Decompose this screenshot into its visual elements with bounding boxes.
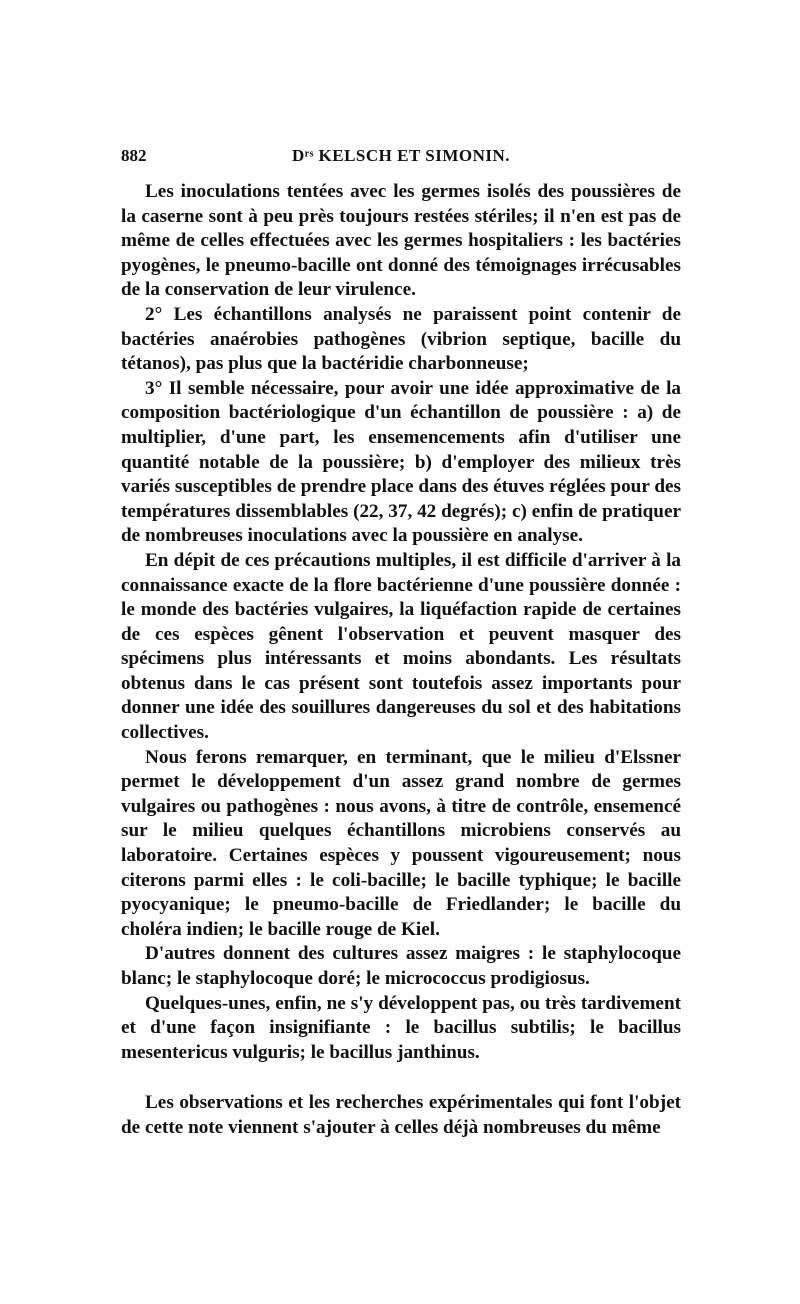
paragraph-nous-ferons: Nous ferons remarquer, en terminant, que le milieu d'Elssner permet le développement d'un assez grand nombre de germes vulgaires ou pathogènes : nous avons, à titre de contrôle, ensemencé sur le milieu quelques échantillons microbiens conservés au laboratoire. Certaines espèces y poussent vigoureusement; nous citerons parmi elles : le coli-bacille; le bacille typhique; le bacille pyocyanique; le pneumo-bacille de Friedlander; le bacille du choléra indien; le bacille rouge de Kiel. — [121, 746, 681, 940]
body-text — [121, 180, 681, 1141]
paragraph-point-3: 3° Il semble nécessaire, pour avoir une idée approximative de la composition bactériologique d'un échantillon de poussière : a) de multiplier, d'une part, les ensemencements afin d'utiliser une quantité notable de la poussière; b) d'employer des milieux très variés susceptibles de prendre place dans des étuves réglées pour des températures dissemblables (22, 37, 42 degrés); c) enfin de pratiquer de nombreuses inoculations avec la poussière en analyse. — [121, 377, 681, 547]
paragraph-inoculations: Les inoculations tentées avec les germes isolés des poussières de la caserne sont à peu près toujours restées stériles; il n'en est pas de même de celles effectuées avec les germes hospitaliers : les bactéries pyogènes, le pneumo-bacille ont donné des témoignages irrécusables de la conservation de leur virulence. — [121, 181, 681, 301]
paragraph-point-2: 2° Les échantillons analysés ne paraissent point contenir de bactéries anaérobies pathogènes (vibrion septique, bacille du tétanos), pas plus que la bactéridie charbonneuse; — [121, 303, 681, 375]
page-number: 882 — [121, 146, 147, 165]
paragraph-en-depit: En dépit de ces précautions multiples, il est difficile d'arriver à la connaissance exacte de la flore bactérienne d'une poussière donnée : le monde des bactéries vulgaires, la liquéfaction rapide de certaines de ces espèces gênent l'observation et peuvent masquer des spécimens plus intéressants et moins abondants. Les résultats obtenus dans le cas présent sont toutefois assez importants pour donner une idée des souillures dangereuses du sol et des habitations collectives. — [121, 549, 681, 744]
paragraph-quelques-unes: Quelques-unes, enfin, ne s'y développent pas, ou très tardivement et d'une façon insignifiante : le bacillus subtilis; le bacillus mesentericus vulguris; le bacillus janthinus. — [121, 992, 681, 1063]
running-head: Dʳˢ KELSCH ET SIMONIN. — [291, 146, 511, 165]
paragraph-les-observations: Les observations et les recherches expérimentales qui font l'objet de cette note viennent s'ajouter à celles déjà nombreuses du même — [121, 1092, 681, 1138]
page-header — [121, 146, 681, 170]
paragraph-d-autres: D'autres donnent des cultures assez maigres : le staphylocoque blanc; le staphylocoque doré; le micrococcus prodigiosus. — [121, 943, 681, 989]
